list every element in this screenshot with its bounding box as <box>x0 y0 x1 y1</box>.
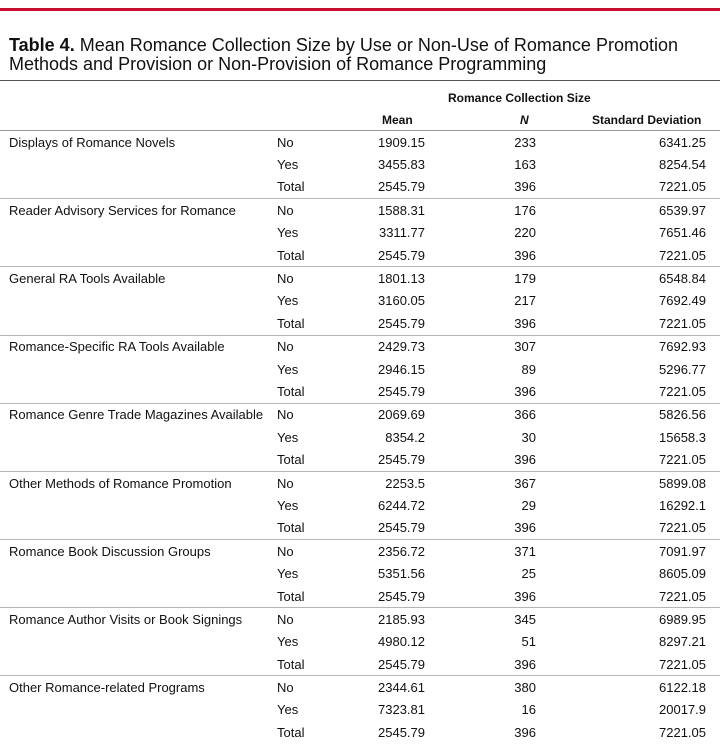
caption-divider <box>0 80 720 81</box>
column-header-mean: Mean <box>382 113 413 127</box>
cell-standard-deviation: 7091.97 <box>536 540 720 563</box>
table-row <box>0 267 720 290</box>
row-label <box>0 380 277 403</box>
cell-standard-deviation: 7221.05 <box>659 179 706 195</box>
column-header-standard-deviation: Standard Deviation <box>592 113 702 127</box>
row-label: Romance Book Discussion Groups <box>0 540 277 563</box>
row-level: No <box>277 471 347 494</box>
row-label <box>0 358 277 380</box>
table-row <box>0 290 720 312</box>
row-level: Yes <box>277 157 299 173</box>
cell-n: 179 <box>425 267 536 290</box>
cell-mean: 2253.5 <box>347 471 425 494</box>
row-label <box>0 517 277 540</box>
row-label <box>0 562 277 584</box>
row-level: No <box>277 199 347 222</box>
row-level: Total <box>277 588 305 604</box>
cell-n: 30 <box>521 429 536 445</box>
row-level: Yes <box>277 497 299 513</box>
cell-n: 345 <box>425 608 536 631</box>
row-label <box>0 290 277 312</box>
row-level: No <box>277 540 347 563</box>
cell-n: 396 <box>514 247 536 263</box>
row-level: Yes <box>277 702 299 718</box>
cell-standard-deviation: 7221.05 <box>659 656 706 672</box>
row-label <box>0 153 277 175</box>
cell-mean: 2545.79 <box>378 656 425 672</box>
cell-standard-deviation: 15658.3 <box>659 429 706 445</box>
table-row <box>0 494 720 516</box>
table-row <box>0 540 720 563</box>
row-level: Total <box>277 724 305 740</box>
cell-mean: 2545.79 <box>378 179 425 195</box>
cell-n: 163 <box>514 157 536 173</box>
row-label: Romance Author Visits or Book Signings <box>0 608 277 631</box>
cell-standard-deviation: 7692.49 <box>659 293 706 309</box>
table-row <box>0 358 720 380</box>
cell-n: 176 <box>425 199 536 222</box>
row-level: Yes <box>277 293 299 309</box>
cell-mean: 6244.72 <box>378 497 425 513</box>
row-label <box>0 176 277 199</box>
cell-standard-deviation: 5296.77 <box>659 361 706 377</box>
table-row <box>0 471 720 494</box>
cell-n: 380 <box>425 676 536 699</box>
row-label <box>0 699 277 721</box>
cell-mean: 3160.05 <box>378 293 425 309</box>
row-level: Yes <box>277 634 299 650</box>
cell-standard-deviation: 7221.05 <box>659 452 706 468</box>
cell-standard-deviation: 7651.46 <box>659 225 706 241</box>
top-accent-rule <box>0 8 720 11</box>
row-label: Other Methods of Romance Promotion <box>0 471 277 494</box>
cell-mean: 2545.79 <box>378 383 425 399</box>
table-title: Mean Romance Collection Size by Use or Non-Use of Romance Promotion Methods and Provision or Non-Provision of Romance Programming <box>9 35 678 74</box>
cell-standard-deviation: 20017.9 <box>659 702 706 718</box>
column-group-header: Romance Collection Size <box>448 91 591 105</box>
cell-mean: 2185.93 <box>347 608 425 631</box>
cell-n: 371 <box>425 540 536 563</box>
row-label <box>0 494 277 516</box>
cell-standard-deviation: 5826.56 <box>536 403 720 426</box>
cell-n: 396 <box>514 315 536 331</box>
table-row <box>0 222 720 244</box>
row-label <box>0 585 277 608</box>
row-label <box>0 721 277 743</box>
cell-n: 25 <box>521 566 536 582</box>
cell-mean: 2069.69 <box>347 403 425 426</box>
cell-n: 366 <box>425 403 536 426</box>
cell-n: 16 <box>521 702 536 718</box>
cell-standard-deviation: 8605.09 <box>659 566 706 582</box>
cell-standard-deviation: 6122.18 <box>536 676 720 699</box>
cell-standard-deviation: 6548.84 <box>536 267 720 290</box>
row-label <box>0 222 277 244</box>
table-row <box>0 631 720 653</box>
data-table <box>0 131 720 744</box>
cell-mean: 2545.79 <box>378 724 425 740</box>
cell-standard-deviation: 8254.54 <box>659 157 706 173</box>
row-label <box>0 244 277 267</box>
row-level: Yes <box>277 429 299 445</box>
row-level: Total <box>277 315 305 331</box>
cell-n: 396 <box>514 588 536 604</box>
cell-standard-deviation: 7221.05 <box>659 315 706 331</box>
row-level: Total <box>277 452 305 468</box>
row-level: Yes <box>277 566 299 582</box>
cell-mean: 3311.77 <box>378 225 425 241</box>
cell-standard-deviation: 7221.05 <box>659 383 706 399</box>
cell-mean: 2545.79 <box>378 452 425 468</box>
cell-mean: 4980.12 <box>378 634 425 650</box>
cell-mean: 2545.79 <box>378 247 425 263</box>
table-row <box>0 448 720 471</box>
row-level: No <box>277 403 347 426</box>
table-row <box>0 721 720 743</box>
row-level: No <box>277 134 294 150</box>
table-row <box>0 176 720 199</box>
row-label <box>0 312 277 335</box>
table-body <box>0 131 720 744</box>
cell-n: 220 <box>514 225 536 241</box>
cell-mean: 1909.15 <box>378 134 425 150</box>
table-row <box>0 562 720 584</box>
row-label <box>0 448 277 471</box>
row-level: Total <box>277 247 305 263</box>
table-row <box>0 517 720 540</box>
row-label: General RA Tools Available <box>0 267 277 290</box>
row-level: Total <box>277 656 305 672</box>
table-row <box>0 335 720 358</box>
cell-n: 396 <box>514 520 536 536</box>
row-level: No <box>277 267 347 290</box>
row-label: Reader Advisory Services for Romance <box>0 199 277 222</box>
cell-mean: 2545.79 <box>378 315 425 331</box>
cell-n: 396 <box>514 656 536 672</box>
cell-mean: 2545.79 <box>378 520 425 536</box>
table-caption <box>9 36 709 74</box>
row-level: Total <box>277 179 305 195</box>
table-row <box>0 676 720 699</box>
table-row <box>0 653 720 676</box>
cell-mean: 1801.13 <box>347 267 425 290</box>
row-label: Displays of Romance Novels <box>9 134 176 150</box>
table-row <box>0 403 720 426</box>
cell-standard-deviation: 7221.05 <box>659 588 706 604</box>
table-number: Table 4. <box>9 35 75 55</box>
cell-standard-deviation: 5899.08 <box>536 471 720 494</box>
table-row <box>0 153 720 175</box>
row-label: Romance-Specific RA Tools Available <box>0 335 277 358</box>
cell-mean: 2946.15 <box>378 361 425 377</box>
row-label: Other Romance-related Programs <box>0 676 277 699</box>
cell-mean: 7323.81 <box>378 702 425 718</box>
cell-n: 396 <box>514 452 536 468</box>
cell-standard-deviation: 8297.21 <box>659 634 706 650</box>
cell-n: 396 <box>514 383 536 399</box>
cell-n: 367 <box>425 471 536 494</box>
cell-standard-deviation: 7692.93 <box>536 335 720 358</box>
table-row <box>0 380 720 403</box>
cell-mean: 2344.61 <box>347 676 425 699</box>
cell-mean: 8354.2 <box>385 429 425 445</box>
row-level: Total <box>277 383 305 399</box>
row-label <box>0 426 277 448</box>
row-label: Romance Genre Trade Magazines Available <box>0 403 277 426</box>
cell-mean: 2545.79 <box>378 588 425 604</box>
column-header-n: N <box>520 113 529 127</box>
table-row <box>0 585 720 608</box>
cell-standard-deviation: 6539.97 <box>536 199 720 222</box>
cell-standard-deviation: 7221.05 <box>659 520 706 536</box>
cell-n: 307 <box>425 335 536 358</box>
table-row <box>0 312 720 335</box>
cell-n: 217 <box>514 293 536 309</box>
cell-standard-deviation: 7221.05 <box>659 724 706 740</box>
cell-mean: 2356.72 <box>347 540 425 563</box>
row-level: Yes <box>277 225 299 241</box>
cell-n: 29 <box>521 497 536 513</box>
table-row <box>0 199 720 222</box>
table-row <box>0 608 720 631</box>
row-label <box>0 631 277 653</box>
table-row <box>0 131 720 153</box>
cell-mean: 1588.31 <box>347 199 425 222</box>
cell-mean: 5351.56 <box>378 566 425 582</box>
cell-n: 233 <box>514 134 536 150</box>
row-level: No <box>277 335 347 358</box>
cell-n: 89 <box>521 361 536 377</box>
table-row <box>0 699 720 721</box>
table-row <box>0 426 720 448</box>
row-level: No <box>277 676 347 699</box>
row-level: No <box>277 608 347 631</box>
row-level: Yes <box>277 361 299 377</box>
row-level: Total <box>277 520 305 536</box>
cell-n: 51 <box>521 634 536 650</box>
table-row <box>0 244 720 267</box>
cell-mean: 2429.73 <box>347 335 425 358</box>
cell-standard-deviation: 6341.25 <box>659 134 706 150</box>
cell-standard-deviation: 6989.95 <box>536 608 720 631</box>
cell-n: 396 <box>514 179 536 195</box>
cell-standard-deviation: 7221.05 <box>659 247 706 263</box>
cell-n: 396 <box>514 724 536 740</box>
row-label <box>0 653 277 676</box>
cell-standard-deviation: 16292.1 <box>659 497 706 513</box>
cell-mean: 3455.83 <box>378 157 425 173</box>
